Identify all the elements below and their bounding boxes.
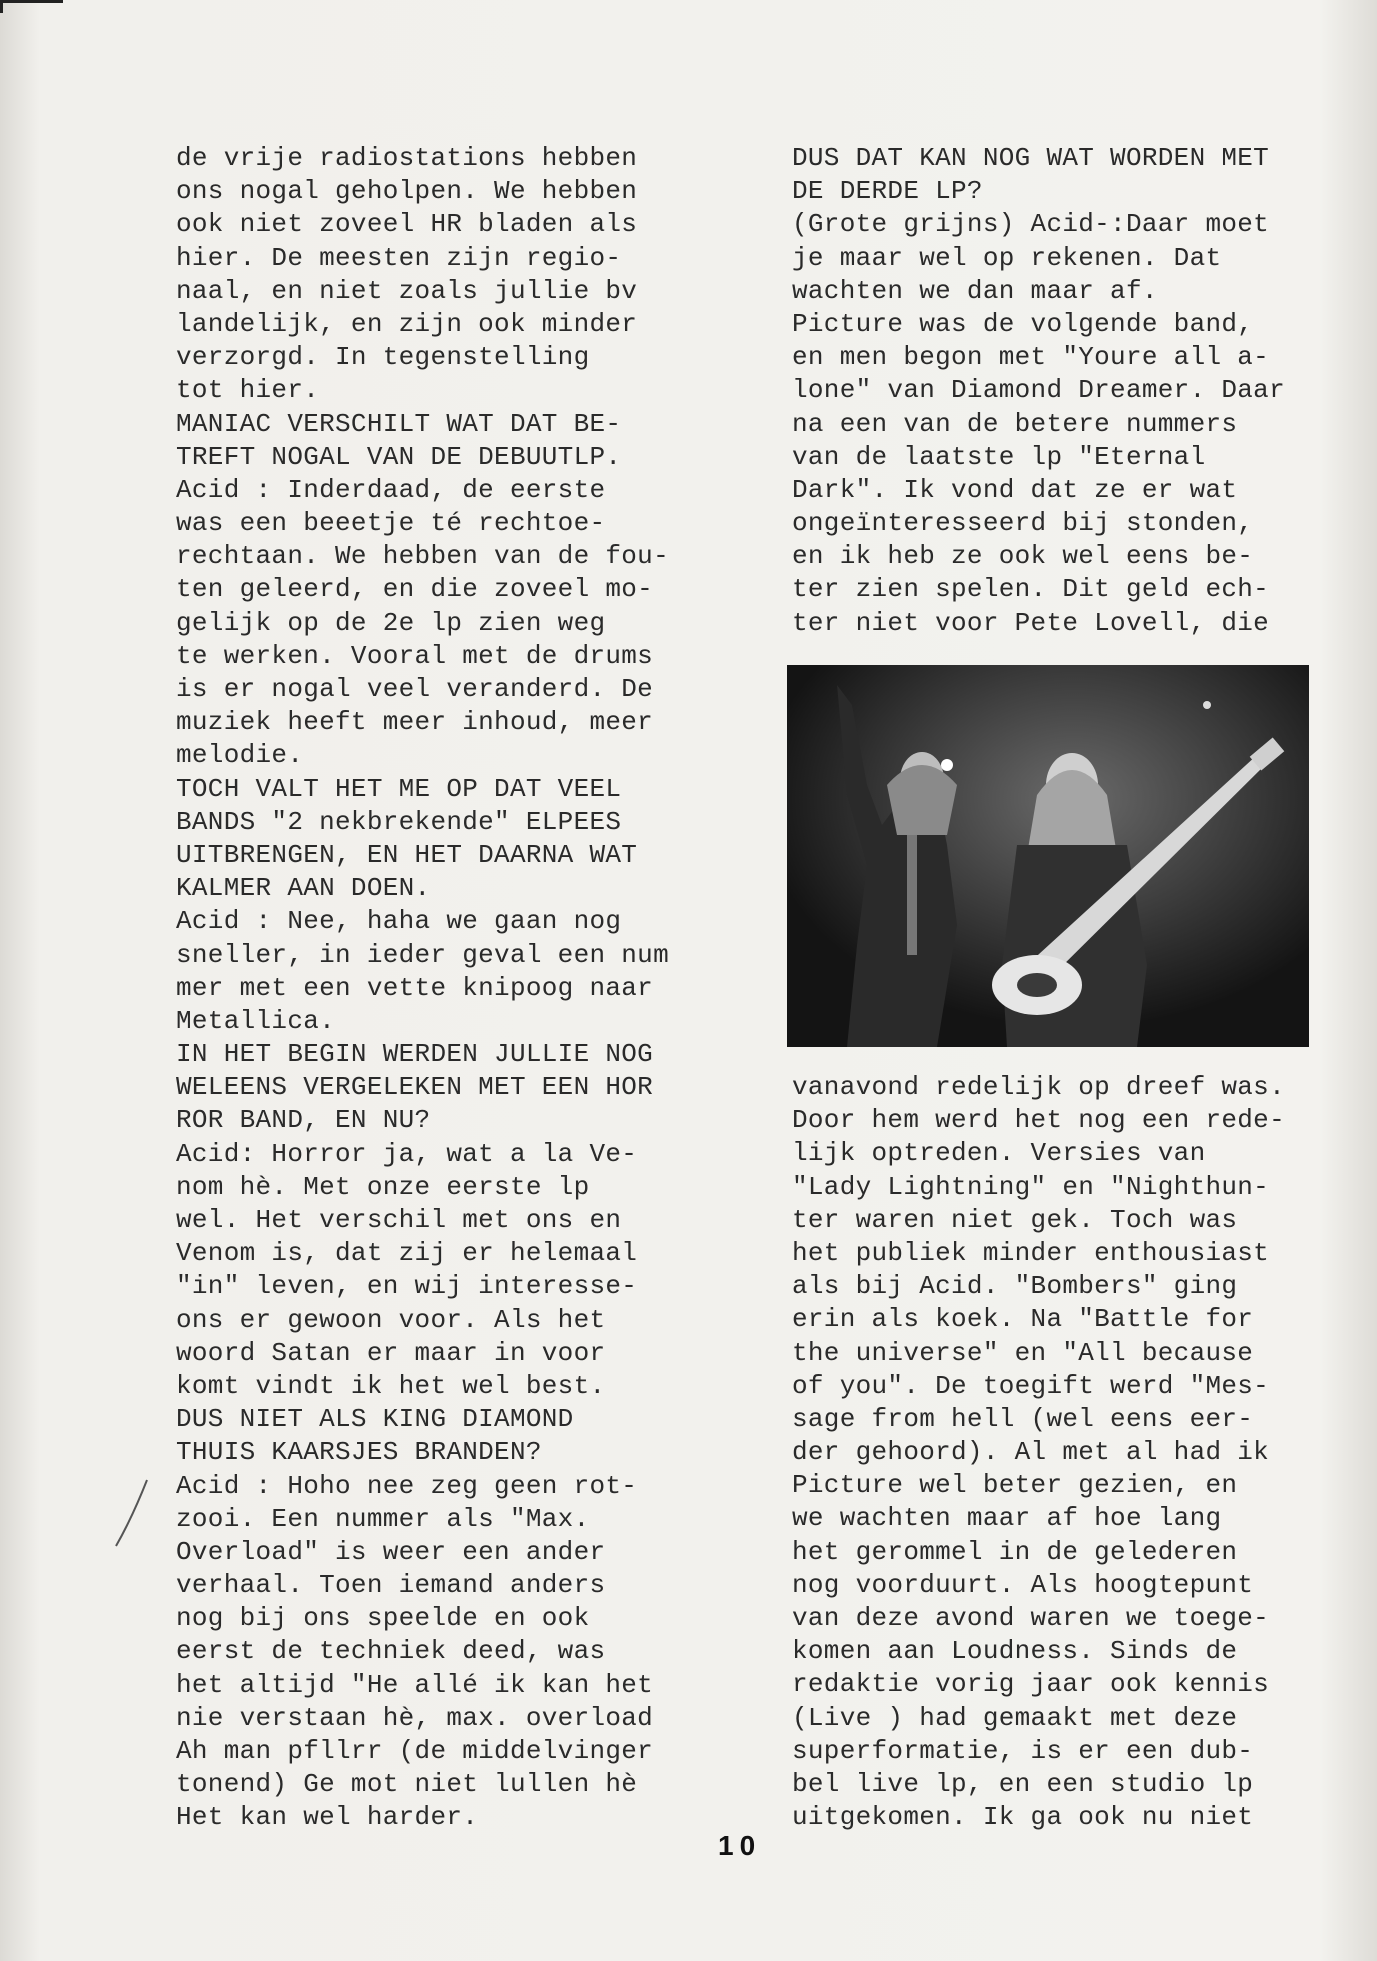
text-line: gelijk op de 2e lp zien weg — [176, 607, 606, 638]
text-line: ter niet voor Pete Lovell, die — [792, 607, 1270, 638]
text-line: IN HET BEGIN WERDEN JULLIE NOG — [176, 1039, 654, 1070]
text-line: erin als koek. Na "Battle for — [792, 1304, 1254, 1335]
text-line: vanavond redelijk op dreef was. — [792, 1072, 1285, 1102]
text-line: TOCH VALT HET ME OP DAT VEEL — [176, 773, 622, 804]
text-line: ongeïnteresseerd bij stonden, — [792, 508, 1254, 539]
text-line: het altijd "He allé ik kan het — [176, 1669, 654, 1700]
text-line: en men begon met "Youre all a- — [792, 342, 1270, 373]
text-line: tot hier. — [176, 375, 320, 406]
text-line: ter zien spelen. Dit geld ech- — [792, 574, 1270, 605]
text-line: Dark". Ik vond dat ze er wat — [792, 474, 1238, 505]
text-line: (Grote grijns) Acid-:Daar moet — [792, 209, 1270, 240]
text-line: ons er gewoon voor. Als het — [176, 1304, 606, 1335]
text-line: je maar wel op rekenen. Dat — [792, 242, 1222, 273]
right-text-column-bottom — [792, 1071, 1352, 1834]
text-line: verhaal. Toen iemand anders — [176, 1570, 606, 1601]
text-line: het publiek minder enthousiast — [792, 1237, 1270, 1268]
text-line: the universe" en "All because — [792, 1337, 1254, 1368]
text-line: als bij Acid. "Bombers" ging — [792, 1271, 1238, 1302]
text-line: THUIS KAARSJES BRANDEN? — [176, 1437, 542, 1468]
text-line: lone" van Diamond Dreamer. Daar — [792, 375, 1285, 406]
text-line: na een van de betere nummers — [792, 408, 1238, 439]
text-line: melodie. — [176, 740, 304, 771]
text-line: WELEENS VERGELEKEN MET EEN HOR — [176, 1072, 654, 1103]
text-line: sage from hell (wel eens eer- — [792, 1403, 1254, 1434]
text-line: ook niet zoveel HR bladen als — [176, 209, 638, 240]
text-line: nog voorduurt. Als hoogtepunt — [792, 1569, 1254, 1600]
text-line: DE DERDE LP? — [792, 176, 983, 207]
text-line: nog bij ons speelde en ook — [176, 1603, 590, 1634]
text-line: komen aan Loudness. Sinds de — [792, 1636, 1238, 1667]
text-line: uitgekomen. Ik ga ook nu niet — [792, 1802, 1254, 1833]
text-line: Acid : Nee, haha we gaan nog — [176, 906, 622, 937]
text-line: Picture wel beter gezien, en — [792, 1470, 1238, 1501]
page-number: 10 — [718, 1830, 762, 1861]
text-line: muziek heeft meer inhoud, meer — [176, 707, 654, 738]
text-line: KALMER AAN DOEN. — [176, 873, 431, 904]
text-line: (Live ) had gemaakt met deze — [792, 1702, 1238, 1733]
text-line: redaktie vorig jaar ook kennis — [792, 1669, 1270, 1700]
text-line: ten geleerd, en die zoveel mo- — [176, 574, 654, 605]
text-line: Picture was de volgende band, — [792, 308, 1254, 339]
text-line: Het kan wel harder. — [176, 1802, 479, 1833]
text-line: der gehoord). Al met al had ik — [792, 1437, 1270, 1468]
text-line: of you". De toegift werd "Mes- — [792, 1370, 1270, 1401]
text-line: Acid : Hoho nee zeg geen rot- — [176, 1470, 638, 1501]
text-line: hier. De meesten zijn regio- — [176, 242, 622, 273]
text-line: komt vindt ik het wel best. — [176, 1370, 606, 1401]
text-line: TREFT NOGAL VAN DE DEBUUTLP. — [176, 441, 622, 472]
concert-photo — [787, 665, 1309, 1047]
text-line: Metallica. — [176, 1005, 336, 1036]
text-line: ter waren niet gek. Toch was — [792, 1204, 1238, 1235]
text-line: UITBRENGEN, EN HET DAARNA WAT — [176, 839, 638, 870]
text-line: en ik heb ze ook wel eens be- — [792, 541, 1254, 572]
text-line: BANDS "2 nekbrekende" ELPEES — [176, 806, 622, 837]
text-line: DUS NIET ALS KING DIAMOND — [176, 1404, 574, 1435]
text-line: wachten we dan maar af. — [792, 275, 1158, 306]
text-line: MANIAC VERSCHILT WAT DAT BE- — [176, 408, 622, 439]
left-text-column — [176, 142, 736, 1835]
text-line: we wachten maar af hoe lang — [792, 1503, 1222, 1534]
text-line: Door hem werd het nog een rede- — [792, 1105, 1285, 1136]
right-text-column-top — [792, 142, 1352, 640]
text-line: het gerommel in de gelederen — [792, 1536, 1238, 1567]
text-line: superformatie, is er een dub- — [792, 1735, 1254, 1766]
text-line: zooi. Een nummer als "Max. — [176, 1503, 590, 1534]
text-line: is er nogal veel veranderd. De — [176, 674, 654, 704]
text-line: te werken. Vooral met de drums — [176, 640, 654, 671]
text-line: naal, en niet zoals jullie bv — [176, 275, 638, 306]
text-line: rechtaan. We hebben van de fou- — [176, 541, 669, 572]
pen-stroke-mark — [112, 1478, 152, 1548]
text-line: Acid: Horror ja, wat a la Ve- — [176, 1138, 638, 1169]
text-line: tonend) Ge mot niet lullen hè — [176, 1769, 638, 1800]
text-line: ons nogal geholpen. We hebben — [176, 176, 638, 207]
text-line: "Lady Lightning" en "Nighthun- — [792, 1171, 1270, 1202]
text-line: Acid : Inderdaad, de eerste — [176, 474, 606, 505]
text-line: bel live lp, en een studio lp — [792, 1768, 1254, 1799]
text-line: "in" leven, en wij interesse- — [176, 1271, 638, 1302]
text-line: landelijk, en zijn ook minder — [176, 308, 638, 339]
text-line: ROR BAND, EN NU? — [176, 1105, 431, 1136]
text-line: van deze avond waren we toege- — [792, 1603, 1270, 1633]
text-line: de vrije radiostations hebben — [176, 143, 638, 173]
text-line: nom hè. Met onze eerste lp — [176, 1171, 590, 1202]
text-line: nie verstaan hè, max. overload — [176, 1702, 654, 1733]
text-line: lijk optreden. Versies van — [792, 1138, 1206, 1169]
text-line: wel. Het verschil met ons en — [176, 1205, 622, 1235]
concert-photo-image — [787, 665, 1309, 1047]
text-line: van de laatste lp "Eternal — [792, 441, 1206, 472]
text-line: was een beeetje té rechtoe- — [176, 508, 606, 539]
text-line: sneller, in ieder geval een num — [176, 939, 669, 970]
text-line: Venom is, dat zij er helemaal — [176, 1238, 638, 1269]
text-line: eerst de techniek deed, was — [176, 1636, 606, 1667]
staple-corner-mark — [0, 0, 63, 13]
text-line: verzorgd. In tegenstelling — [176, 342, 590, 373]
text-line: Overload" is weer een ander — [176, 1536, 606, 1567]
text-line: mer met een vette knipoog naar — [176, 972, 654, 1003]
text-line: Ah man pfllrr (de middelvinger — [176, 1736, 654, 1766]
text-line: DUS DAT KAN NOG WAT WORDEN MET — [792, 143, 1270, 173]
text-line: woord Satan er maar in voor — [176, 1337, 606, 1368]
